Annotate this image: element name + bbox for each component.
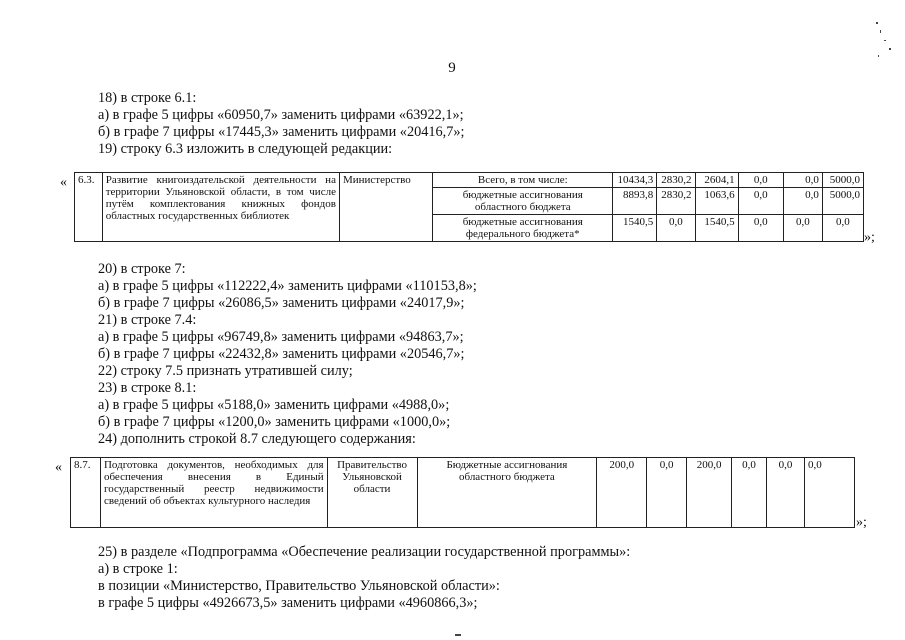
page-number: 9 bbox=[448, 60, 456, 76]
table2-close-quote: »; bbox=[856, 515, 867, 530]
value-cell: 5000,0 bbox=[822, 173, 863, 188]
amendment-line: б) в графе 7 цифры «22432,8» заменить цифрами «20546,7»; bbox=[98, 346, 465, 362]
amendment-line: 19) строку 6.3 изложить в следующей редакции: bbox=[98, 141, 393, 157]
table2-open-quote: « bbox=[55, 460, 62, 475]
amendment-line: а) в графе 5 цифры «60950,7» заменить цифрами «63922,1»; bbox=[98, 107, 464, 123]
amendment-line: 18) в строке 6.1: bbox=[98, 90, 197, 106]
amendment-line: 24) дополнить строкой 8.7 следующего содержания: bbox=[98, 431, 416, 447]
value-cell: 0,0 bbox=[738, 188, 783, 215]
amendment-line: 21) в строке 7.4: bbox=[98, 312, 197, 328]
amendment-line: 23) в строке 8.1: bbox=[98, 380, 197, 396]
amendment-line: а) в графе 5 цифры «5188,0» заменить цифрами «4988,0»; bbox=[98, 397, 450, 413]
value-cell: 0,0 bbox=[738, 173, 783, 188]
amendment-line: в графе 5 цифры «4926673,5» заменить цифрами «4960866,3»; bbox=[98, 595, 478, 611]
amendment-list-2 bbox=[98, 261, 798, 448]
value-cell: 0,0 bbox=[783, 188, 822, 215]
executor: Министерство bbox=[339, 173, 432, 242]
scan-speck bbox=[878, 55, 879, 57]
value-cell: 10434,3 bbox=[613, 173, 657, 188]
amendment-line: а) в графе 5 цифры «96749,8» заменить цифрами «94863,7»; bbox=[98, 329, 464, 345]
value-cell: 0,0 bbox=[738, 215, 783, 242]
value-cell: 5000,0 bbox=[822, 188, 863, 215]
value-cell: 0,0 bbox=[783, 173, 822, 188]
value-cell: 0,0 bbox=[657, 215, 695, 242]
amendment-line: в позиции «Министерство, Правительство Ульяновской области»: bbox=[98, 578, 500, 594]
value-cell: 0,0 bbox=[647, 458, 687, 528]
funding-source: бюджетные ассигнования федерального бюджета* bbox=[433, 215, 613, 242]
row-number: 8.7. bbox=[71, 458, 101, 528]
measure-name: Подготовка документов, необходимых для обеспечения внесения в Единый государственный реестр недвижимости сведений об объектах культурного наследия bbox=[100, 458, 327, 528]
value-cell: 2604,1 bbox=[695, 173, 738, 188]
executor: Правительство Ульяновской области bbox=[327, 458, 417, 528]
funding-source: Всего, в том числе: bbox=[433, 173, 613, 188]
value-cell: 0,0 bbox=[767, 458, 805, 528]
table1-close-quote: »; bbox=[864, 230, 875, 245]
value-cell: 1540,5 bbox=[695, 215, 738, 242]
scan-speck bbox=[876, 22, 878, 24]
amendment-line: 20) в строке 7: bbox=[98, 261, 186, 277]
scan-speck bbox=[884, 40, 886, 41]
funding-source: бюджетные ассигнования областного бюджета bbox=[433, 188, 613, 215]
value-cell: 8893,8 bbox=[613, 188, 657, 215]
value-cell: 0,0 bbox=[804, 458, 854, 528]
amendment-list-3 bbox=[98, 544, 798, 612]
value-cell: 0,0 bbox=[783, 215, 822, 242]
value-cell: 200,0 bbox=[597, 458, 647, 528]
value-cell: 200,0 bbox=[687, 458, 732, 528]
scan-speck bbox=[455, 634, 461, 636]
amendment-line: а) в строке 1: bbox=[98, 561, 178, 577]
amendment-list-1 bbox=[98, 90, 798, 158]
table1-open-quote: « bbox=[60, 175, 67, 190]
amendment-line: а) в графе 5 цифры «112222,4» заменить цифрами «110153,8»; bbox=[98, 278, 477, 294]
value-cell: 2830,2 bbox=[657, 188, 695, 215]
amendment-line: 25) в разделе «Подпрограмма «Обеспечение реализации государственной программы»: bbox=[98, 544, 631, 560]
row-6-3-table bbox=[74, 172, 864, 242]
funding-source: Бюджетные ассигнования областного бюджета bbox=[417, 458, 597, 528]
value-cell: 0,0 bbox=[732, 458, 767, 528]
value-cell: 1540,5 bbox=[613, 215, 657, 242]
row-number: 6.3. bbox=[75, 173, 103, 242]
amendment-line: 22) строку 7.5 признать утратившей силу; bbox=[98, 363, 353, 379]
value-cell: 1063,6 bbox=[695, 188, 738, 215]
measure-name: Развитие книгоиздательской деятельности на территории Ульяновской области, в том числе путём комплектования книжных фондов областных государственных библиотек bbox=[102, 173, 339, 242]
row-8-7-table bbox=[70, 457, 855, 528]
amendment-line: б) в графе 7 цифры «1200,0» заменить цифрами «1000,0»; bbox=[98, 414, 451, 430]
scan-speck bbox=[889, 48, 891, 50]
scan-speck bbox=[880, 30, 881, 33]
amendment-line: б) в графе 7 цифры «17445,3» заменить цифрами «20416,7»; bbox=[98, 124, 465, 140]
value-cell: 0,0 bbox=[822, 215, 863, 242]
value-cell: 2830,2 bbox=[657, 173, 695, 188]
amendment-line: б) в графе 7 цифры «26086,5» заменить цифрами «24017,9»; bbox=[98, 295, 465, 311]
